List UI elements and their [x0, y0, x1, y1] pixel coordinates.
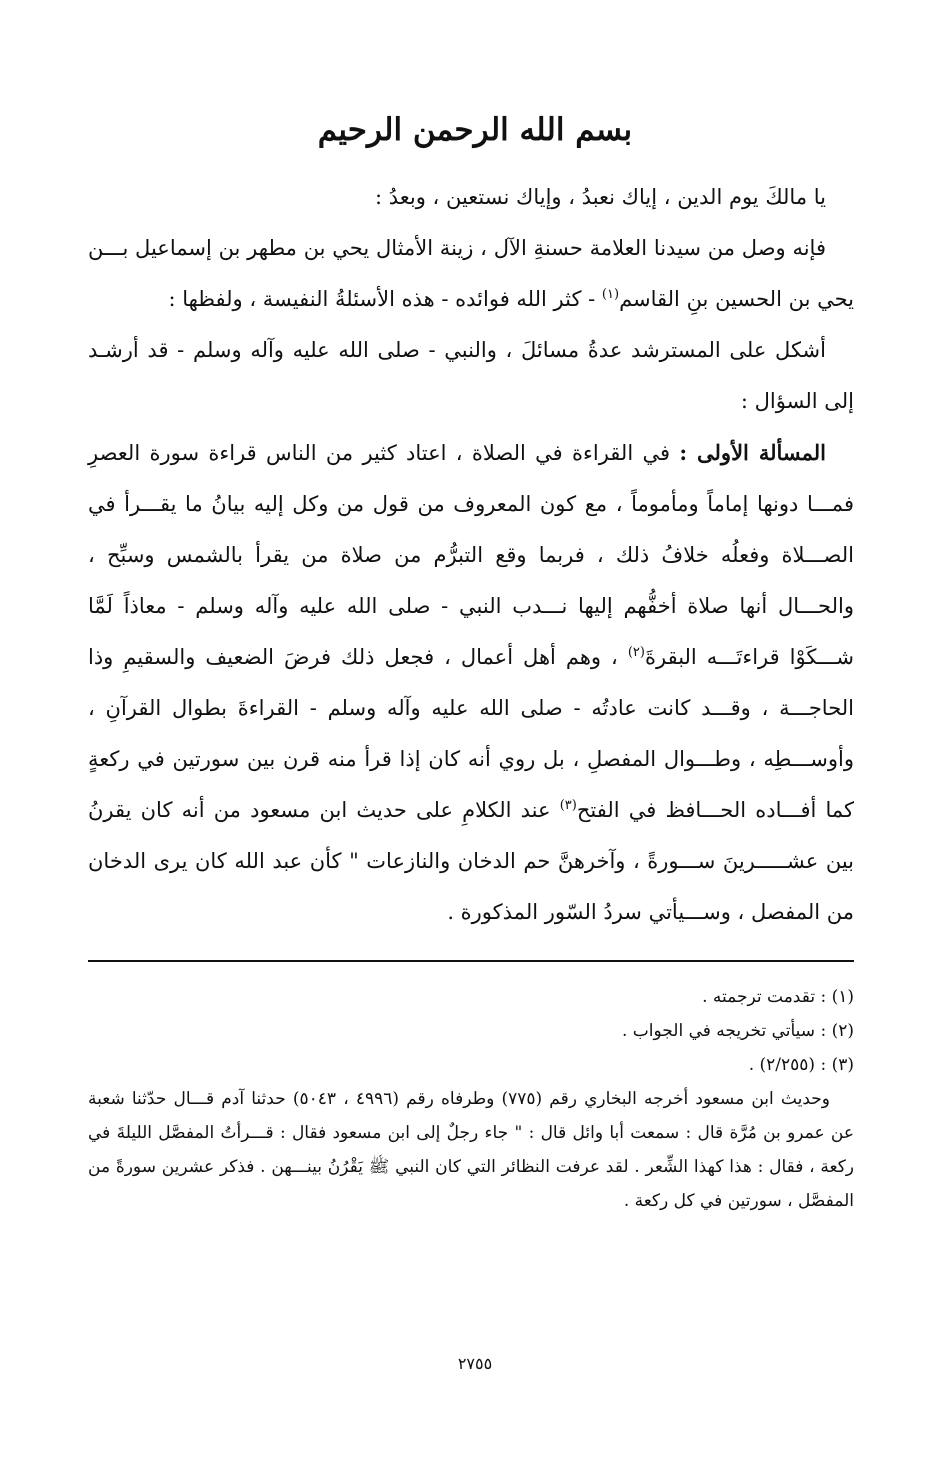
main-text	[88, 172, 854, 938]
sender-text-start: فإنه وصل من سيدنا العلامة حسنةِ الآل ، زينة الأمثال يحي بن مطهر بن إسماعيل بـــن يحي بن الحسين بنِ القاسم	[88, 236, 854, 311]
question-text-a: في القراءة في الصلاة ، اعتاد كثير من الناس قراءة سورة العصرِ فمـــا دونها إماماً ومأموماً ، مع كون المعروف من قول من وكل إليه بيانُ ما يقـــرأ في الصـــلاة وفعلُه خلافُ ذلك ، فربما وقع التبرُّم من صلاة من يقرأ بالشمس وسبِّح ، والحـــال أنها صلاة أخفُّهم إليها نـــدب النبي - صلى الله عليه وآله وسلم - معاذاً لَمَّا شـــكَوْا قراءتَـــه البقرةَ	[88, 441, 854, 669]
question-label: المسألة الأولى :	[679, 440, 826, 465]
question-text-b: ، وهم أهل أعمال ، فجعل ذلك فرضَ الضعيف والسقيمِ وذا الحاجـــة ، وقـــد كانت عادتُه - صلى الله عليه وآله وسلم - القراءةَ بطوال القرآنِ ، وأوســـطِه ، وطـــوال المفصلِ ، بل روي أنه كان إذا قرأ منه قرن بين سورتين في ركعةٍ كما أفـــاده الحـــافظ في الفتح	[88, 645, 855, 822]
footnote-1: (١) : تقدمت ترجمته .	[702, 987, 854, 1007]
basmala-heading: بسم الله الرحمن الرحيم	[317, 112, 633, 148]
sender-text-end: - كثر الله فوائده - هذه الأسئلةُ النفيسة ، ولفظها :	[168, 287, 602, 311]
paragraph-question-intro: أشكل على المسترشد عدةُ مسائلَ ، والنبي - صلى الله عليه وآله وسلم - قد أرشـد إلى السؤال :	[88, 338, 854, 413]
question-text-c: عند الكلامِ على حديث ابن مسعود من أنه كان يقرنُ بين عشـــــرينَ ســـورةً ، وآخرهنَّ حم الدخان والنازعات " كأن عبد الله كان يرى الدخان من المفصل ، وســـيأتي سردُ السّور المذكورة .	[88, 798, 854, 924]
paragraph-opening: يا مالكَ يوم الدين ، إياك نعبدُ ، وإياك نستعين ، وبعدُ :	[374, 185, 826, 209]
footnote-3: (٣) : (٢/٢٥٥) .	[748, 1055, 854, 1075]
paragraph-first-question	[88, 427, 854, 938]
footnote-ref-1: (١)	[601, 287, 620, 302]
footnote-2: (٢) : سيأتي تخريجه في الجواب .	[621, 1021, 854, 1041]
paragraph-sender	[88, 223, 854, 325]
page-number: ٢٧٥٥	[457, 1354, 493, 1373]
footnote-ref-2: (٢)	[627, 645, 645, 660]
footnote-divider	[88, 960, 854, 962]
footnote-3-detail: وحديث ابن مسعود أخرجه البخاري رقم (٧٧٥) وطرفاه رقم (٤٩٩٦ ، ٥٠٤٣) حدثنا آدم قـــال حدّثنا شعبة عن عمرو بن مُرَّة قال : سمعت أبا وائل قال : " جاء رجلٌ إلى ابن مسعود فقال : قـــرأتُ المفصَّل الليلةَ في ركعة ، فقال : هذا كهذا الشِّعر . لقد عرفت النظائر التي كان النبي ﷺ يَقْرُنُ بينـــهن . فذكر عشرين سورةً من المفصَّل ، سورتين في كل ركعة .	[88, 1089, 854, 1211]
footnote-ref-3: (٣)	[559, 798, 577, 813]
footnotes	[88, 980, 854, 1218]
